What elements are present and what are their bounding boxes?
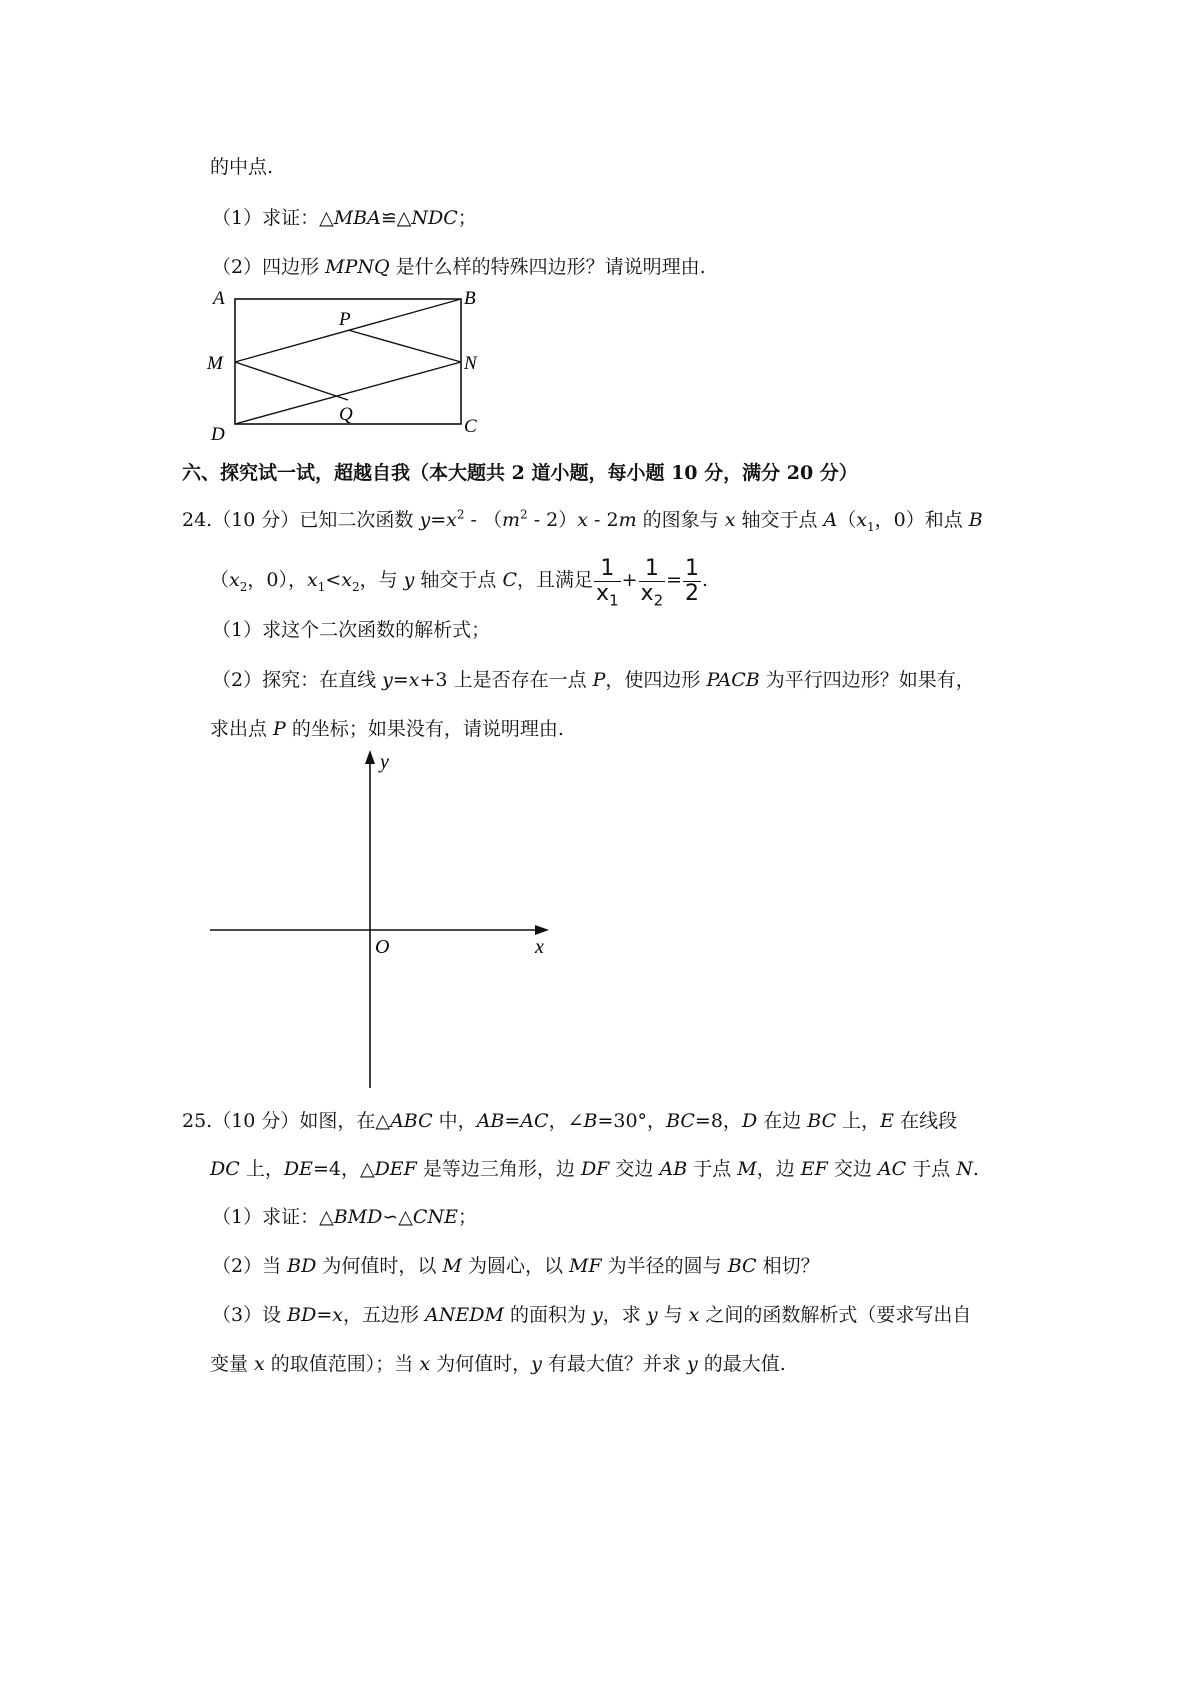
label-a: A	[213, 288, 225, 309]
x-axis-label: x	[535, 936, 544, 958]
section-heading: 六、探究试一试，超越自我（本大题共 2 道小题，每小题 10 分，满分 20 分）	[182, 462, 858, 484]
y-axis-arrow-icon	[365, 750, 375, 764]
q25-line1: 25.（10 分）如图，在△ABC 中，AB=AC，∠B=30°，BC=8，D 在边 BC 上，E 在线段	[182, 1110, 958, 1132]
fraction-1-over-x2: $\frac{1}{x_2}$	[640, 555, 664, 609]
y-axis-label: y	[380, 751, 389, 773]
prev-part1: （1）求证：△MBA≌△NDC；	[212, 207, 477, 229]
origin-label: O	[375, 936, 390, 958]
q25-part2: （2）当 BD 为何值时，以 M 为圆心，以 MF 为半径的圆与 BC 相切？	[212, 1255, 820, 1277]
q24-line1: 24.（10 分）已知二次函数 $y=x^2 - (m^2 - 2)x - 2m$ 的图象与 x 轴交于点 $A(x_1$，0）和点 B	[182, 507, 983, 534]
q25-line2: DC 上，DE=4，△DEF 是等边三角形，边 DF 交边 AB 于点 M，边 EF 交边 AC 于点 N.	[210, 1158, 979, 1180]
label-n: N	[464, 353, 477, 374]
label-c: C	[464, 416, 477, 437]
label-m: M	[207, 353, 223, 374]
label-q: Q	[339, 404, 353, 425]
fraction-1-over-x1: $\frac{1}{x_1}$	[596, 555, 619, 609]
prev-part2: （2）四边形 MPNQ 是什么样的特殊四边形？请说明理由.	[212, 256, 706, 278]
q24-part1: （1）求这个二次函数的解析式；	[212, 619, 491, 641]
segment-mq	[235, 362, 348, 400]
q25-part3: （3）设 BD=x，五边形 ANEDM 的面积为 y，求 y 与 x 之间的函数解析式（要求写出自	[212, 1304, 972, 1326]
x-axis-arrow-icon	[535, 925, 549, 935]
q25-part3-cont: 变量 x 的取值范围）；当 x 为何值时，y 有最大值？并求 y 的最大值.	[210, 1353, 786, 1375]
coordinate-axes-figure	[205, 748, 555, 1093]
label-b: B	[464, 288, 476, 309]
q24-part2: （2）探究：在直线 y=x+3 上是否存在一点 P，使四边形 PACB 为平行四边形？如果有，	[212, 669, 975, 691]
q25-part1: （1）求证：△BMD∽△CNE；	[212, 1206, 477, 1228]
fraction-1-over-2: $\frac{1}{2}$	[685, 555, 700, 606]
q24-line2: （$x_2$，0），$x_1<x_2$，与 y 轴交于点 C，且满足 $\frac{1}{x_1}$ + $\frac{1}{x_2}$ = $\frac{1}{2}$ .	[210, 555, 709, 609]
rectangle-figure	[205, 280, 495, 445]
label-d: D	[211, 424, 225, 445]
prev-tail: 的中点.	[210, 156, 274, 178]
q24-part2-cont: 求出点 P 的坐标；如果没有，请说明理由.	[210, 718, 564, 740]
label-p: P	[339, 309, 351, 330]
segment-pn	[348, 330, 461, 362]
